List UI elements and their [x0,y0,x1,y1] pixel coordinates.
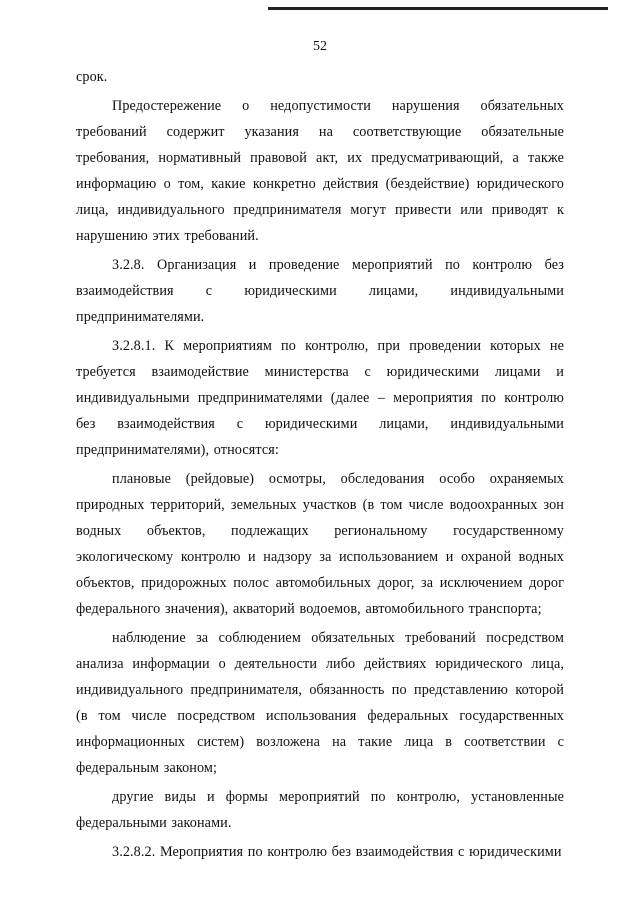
document-body [76,64,564,865]
paragraph-section-3-2-8-1: 3.2.8.1. К мероприятиям по контролю, при проведении которых не требуется взаимодействие министерства с юридическими лицами и индивидуальными предпринимателями (далее – мероприятия по контролю без взаимодействия с юридическими лицами, индивидуальными предпринимателями), относятся: [76,338,564,458]
paragraph-section-3-2-8-2: 3.2.8.2. Мероприятия по контролю без взаимодействия с юридическими [112,844,562,860]
paragraph-warning-content: Предостережение о недопустимости нарушения обязательных требований содержит указания на соответствующие обязательные требования, нормативный правовой акт, их предусматривающий, а также информацию о том, какие конкретно действия (бездействие) юридического лица, индивидуального предпринимателя могут привести или приводят к нарушению этих требований. [76,98,564,244]
paragraph-continuation: срок. [76,69,108,85]
paragraph-other-measures: другие виды и формы мероприятий по контролю, установленные федеральными законами. [76,789,564,831]
header-rule [268,7,608,10]
paragraph-observation: наблюдение за соблюдением обязательных требований посредством анализа информации о деятельности либо действиях юридического лица, индивидуального предпринимателя, обязанность по представлению которой (в том числе посредством использования федеральных государственных информационных систем) возложена на такие лица в соответствии с федеральным законом; [76,630,564,776]
paragraph-section-3-2-8: 3.2.8. Организация и проведение мероприятий по контролю без взаимодействия с юридическими лицами, индивидуальными предпринимателями. [76,257,564,325]
page-number: 52 [313,39,327,54]
paragraph-inspections: плановые (рейдовые) осмотры, обследования особо охраняемых природных территорий, земельных участков (в том числе водоохранных зон водных объектов, подлежащих региональному государственному экологическому контролю и надзору за использованием и охраной водных объектов, придорожных полос автомобильных дорог, за исключением дорог федерального значения), акваторий водоемов, автомобильного транспорта; [76,471,564,617]
